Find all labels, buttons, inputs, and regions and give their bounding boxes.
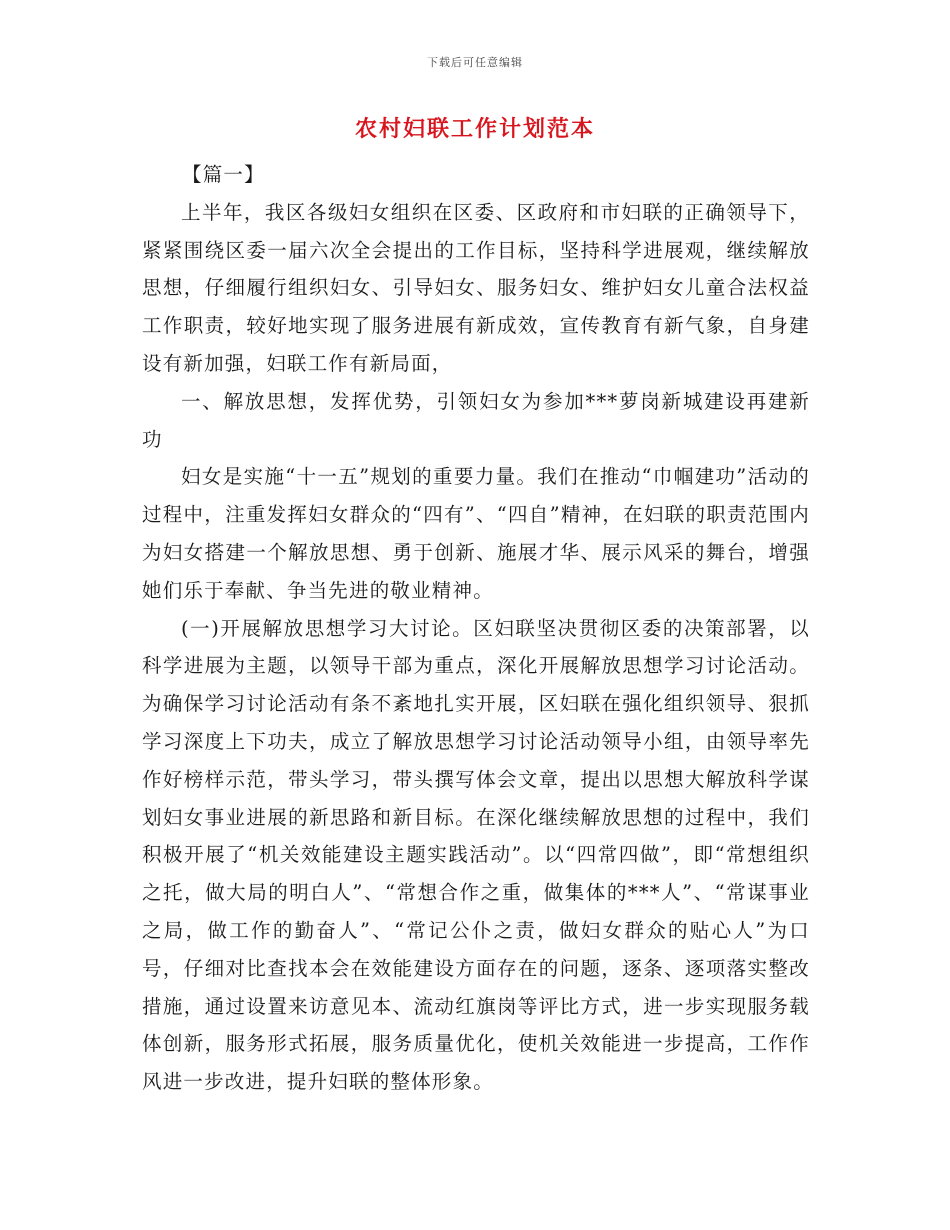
document-body <box>142 156 810 1101</box>
paragraph-study-discussion: (一)开展解放思想学习大讨论。区妇联坚决贯彻区委的决策部署，以科学进展为主题，以领导干部为重点，深化开展解放思想学习讨论活动。为确保学习讨论活动有条不紊地扎实开展，区妇联在强化组织领导、狠抓学习深度上下功夫，成立了解放思想学习讨论活动领导小组，由领导率先作好榜样示范，带头学习，带头撰写体会文章，提出以思想大解放科学谋划妇女事业进展的新思路和新目标。在深化继续解放思想的过程中，我们积极开展了“机关效能建设主题实践活动”。以“四常四做”，即“常想组织之托，做大局的明白人”、“常想合作之重，做集体的***人”、“常谋事业之局，做工作的勤奋人”、“常记公仆之责，做妇女群众的贴心人”为口号，仔细对比查找本会在效能建设方面存在的问题，逐条、逐项落实整改措施，通过设置来访意见本、流动红旗岗等评比方式，进一步实现服务载体创新，服务形式拓展，服务质量优化，使机关效能进一步提高，工作作风进一步改进，提升妇联的整体形象。 <box>142 616 810 1094</box>
paragraph-intro: 上半年，我区各级妇女组织在区委、区政府和市妇联的正确领导下，紧紧围绕区委一届六次全会提出的工作目标，坚持科学进展观，继续解放思想，仔细履行组织妇女、引导妇女、服务妇女、维护妇女儿童合法权益工作职责，较好地实现了服务进展有新成效，宣传教育有新气象，自身建设有新加强，妇联工作有新局面， <box>142 200 810 375</box>
paragraph-heading-one: 一、解放思想，发挥优势，引领妇女为参加***萝岗新城建设再建新功 <box>142 389 810 451</box>
document-title: 农村妇联工作计划范本 <box>354 116 595 142</box>
page-header-note: 下载后可任意编辑 <box>427 56 523 69</box>
paragraph-women-role: 妇女是实施“十一五”规划的重要力量。我们在推动“巾帼建功”活动的过程中，注重发挥妇女群众的“四有”、“四自”精神，在妇联的职责范围内为妇女搭建一个解放思想、勇于创新、施展才华、展示风采的舞台，增强她们乐于奉献、争当先进的敬业精神。 <box>142 465 810 602</box>
section-label: 【篇一】 <box>182 163 265 186</box>
